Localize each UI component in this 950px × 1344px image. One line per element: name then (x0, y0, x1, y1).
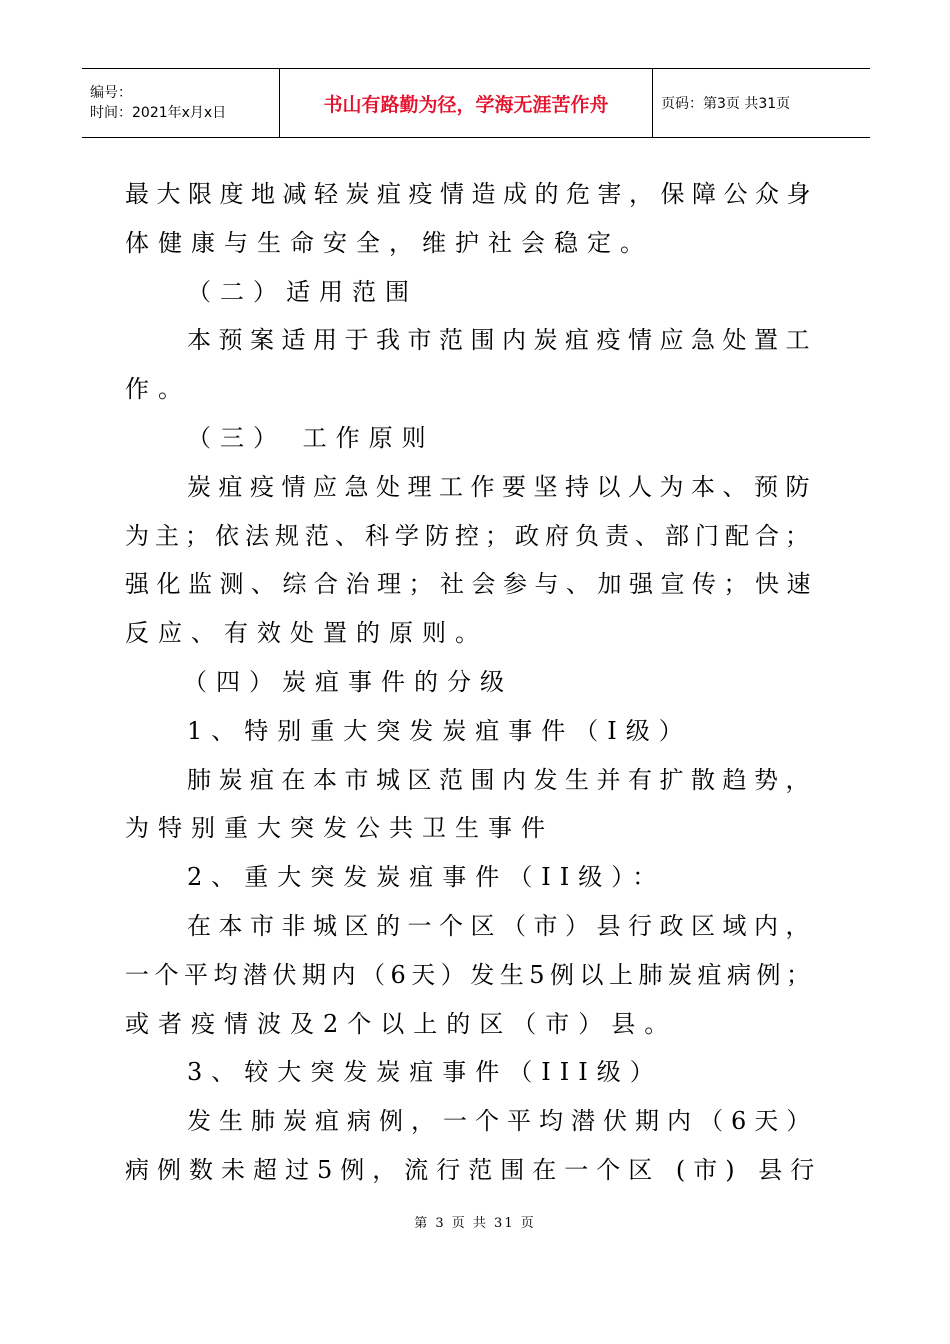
subsection-heading: 1、特别重大突发炭疽事件（I级） (187, 716, 692, 745)
body-line: 本预案适用于我市范围内炭疽疫情应急处置工 (187, 326, 817, 355)
body-line: 强化监测、综合治理；社会参与、加强宣传；快速 (125, 570, 818, 599)
section-heading: （四）炭疽事件的分级 (183, 667, 513, 696)
body-line: 反应、有效处置的原则。 (125, 619, 488, 648)
body-line: 为主；依法规范、科学防控；政府负责、部门配合； (125, 521, 815, 550)
body-line: 肺炭疽在本市城区范围内发生并有扩散趋势， (187, 765, 817, 794)
body-line: 发生肺炭疽病例，一个平均潜伏期内（6天） (187, 1107, 819, 1136)
document-body (125, 170, 825, 1195)
body-line: 在本市非城区的一个区（市）县行政区域内， (187, 911, 817, 940)
header-meta (82, 69, 280, 137)
header-motto (280, 69, 653, 137)
subsection-heading: 2、重大突发炭疽事件（II级）： (187, 863, 666, 892)
document-time: 时间：2021年x月x日 (90, 105, 227, 121)
body-line: 最大限度地减轻炭疽疫情造成的危害，保障公众身 (125, 180, 818, 208)
body-line: 病例数未超过5例，流行范围在一个区 (市) 县行 (125, 1155, 823, 1184)
header-page-code (653, 69, 870, 137)
body-line: 一个平均潜伏期内（6天）发生5例以上肺炭疽病例； (125, 960, 816, 989)
page-footer: 第 3 页 共 31 页 (414, 1216, 536, 1231)
page-header (82, 68, 870, 138)
subsection-heading: 3、较大突发炭疽事件（III级） (187, 1058, 663, 1087)
body-line: 炭疽疫情应急处理工作要坚持以人为本、预防 (187, 472, 817, 501)
motto-text: 书山有路勤为径，学海无涯苦作舟 (323, 93, 609, 116)
body-line: 体健康与生命安全，维护社会稳定。 (125, 228, 653, 257)
section-heading: （三） 工作原则 (187, 423, 435, 452)
body-line: 为特别重大突发公共卫生事件 (125, 814, 554, 843)
page-code-text: 页码：第3页 共31页 (661, 96, 791, 112)
document-number-label: 编号： (90, 85, 132, 101)
body-line: 或者疫情波及2个以上的区（市）县。 (125, 1009, 678, 1038)
body-line: 作。 (125, 375, 191, 404)
section-heading: （二）适用范围 (187, 277, 418, 306)
